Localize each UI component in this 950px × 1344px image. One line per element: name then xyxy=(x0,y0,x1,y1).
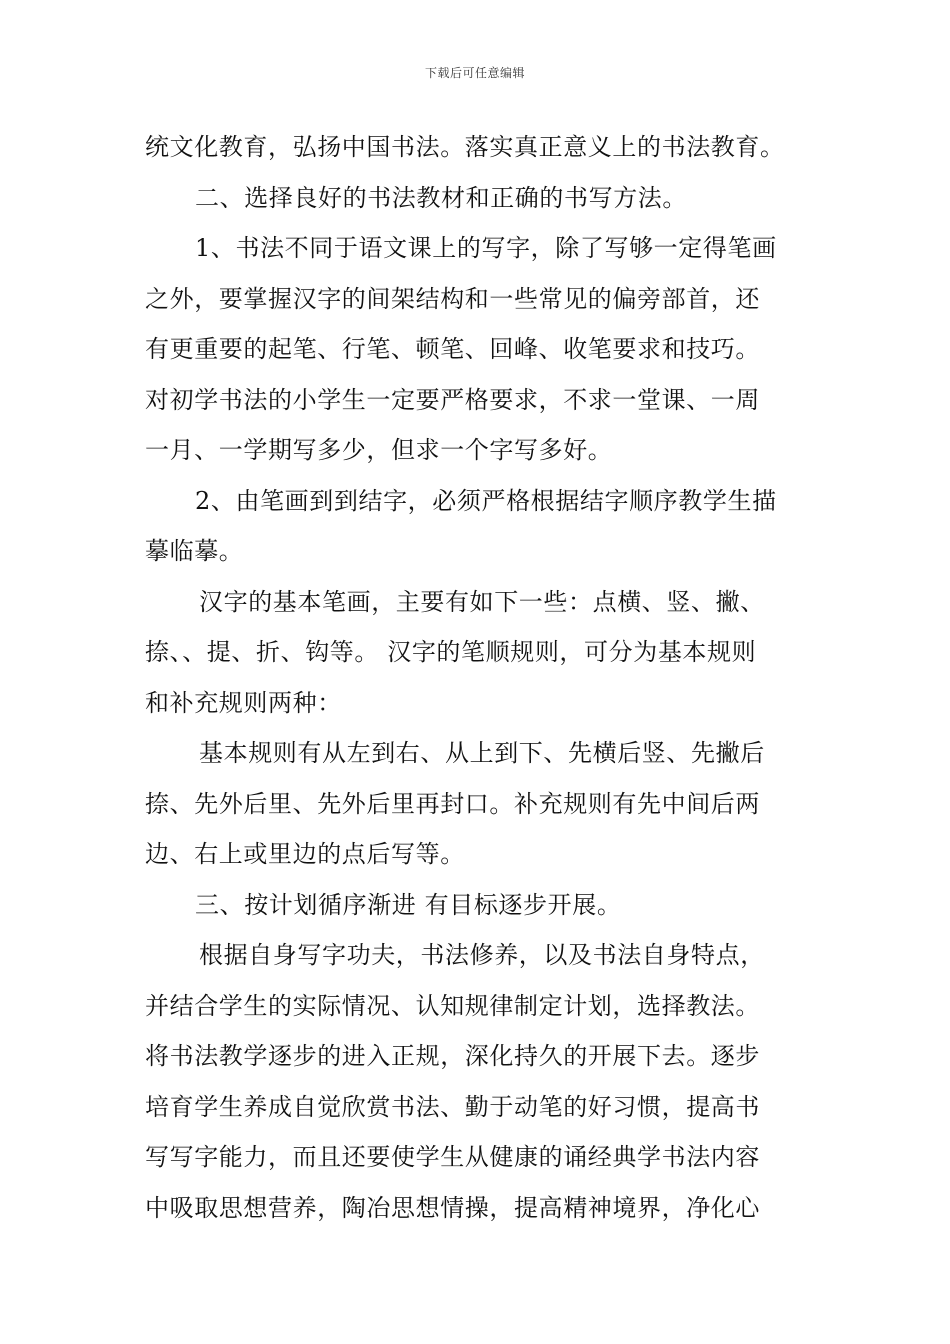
section-heading-2: 二、选择良好的书法教材和正确的书写方法。 xyxy=(195,183,687,212)
text-line: 边、右上或里边的点后写等。 xyxy=(145,840,465,868)
text-line: 基本规则有从左到右、从上到下、先横后竖、先撇后 xyxy=(199,739,765,767)
text-line: 写写字能力，而且还要使学生从健康的诵经典学书法内容 xyxy=(145,1143,760,1171)
text-line: 和补充规则两种： xyxy=(145,688,342,717)
text-line: 摹临摹。 xyxy=(145,537,244,565)
text-line: 捺、先外后里、先外后里再封口。补充规则有先中间后两 xyxy=(145,789,760,818)
text-line: 汉字的基本笔画，主要有如下一些：点横、竖、撇、 xyxy=(199,587,765,616)
text-line: 统文化教育，弘扬中国书法。落实真正意义上的书法教育。 xyxy=(145,133,785,161)
text-line: 并结合学生的实际情况、认知规律制定计划，选择教法。 xyxy=(145,991,760,1020)
text-line: 有更重要的起笔、行笔、顿笔、回峰、收笔要求和技巧。 xyxy=(145,335,760,363)
section-heading-3: 三、按计划循序渐进 有目标逐步开展。 xyxy=(195,890,622,919)
text-line: 捺、、提、折、钩等。 汉字的笔顺规则，可分为基本规则 xyxy=(145,638,757,666)
text-line: 1、书法不同于语文课上的写字，除了写够一定得笔画 xyxy=(195,234,777,262)
text-line: 一月、一学期写多少，但求一个字写多好。 xyxy=(145,436,613,464)
document-body xyxy=(145,122,810,1233)
page-header: 下载后可任意编辑 xyxy=(424,66,525,80)
text-line: 2、由笔画到到结字，必须严格根据结字顺序教学生描 xyxy=(195,486,777,515)
text-line: 培育学生养成自觉欣赏书法、勤于动笔的好习惯，提高书 xyxy=(145,1092,760,1121)
text-line: 根据自身写字功夫，书法修养，以及书法自身特点， xyxy=(199,941,765,969)
text-line: 中吸取思想营养，陶冶思想情操，提高精神境界，净化心 xyxy=(145,1193,760,1222)
text-line: 将书法教学逐步的进入正规，深化持久的开展下去。逐步 xyxy=(145,1042,760,1070)
text-line: 对初学书法的小学生一定要严格要求，不求一堂课、一周 xyxy=(145,385,760,414)
text-line: 之外，要掌握汉字的间架结构和一些常见的偏旁部首，还 xyxy=(145,284,760,313)
